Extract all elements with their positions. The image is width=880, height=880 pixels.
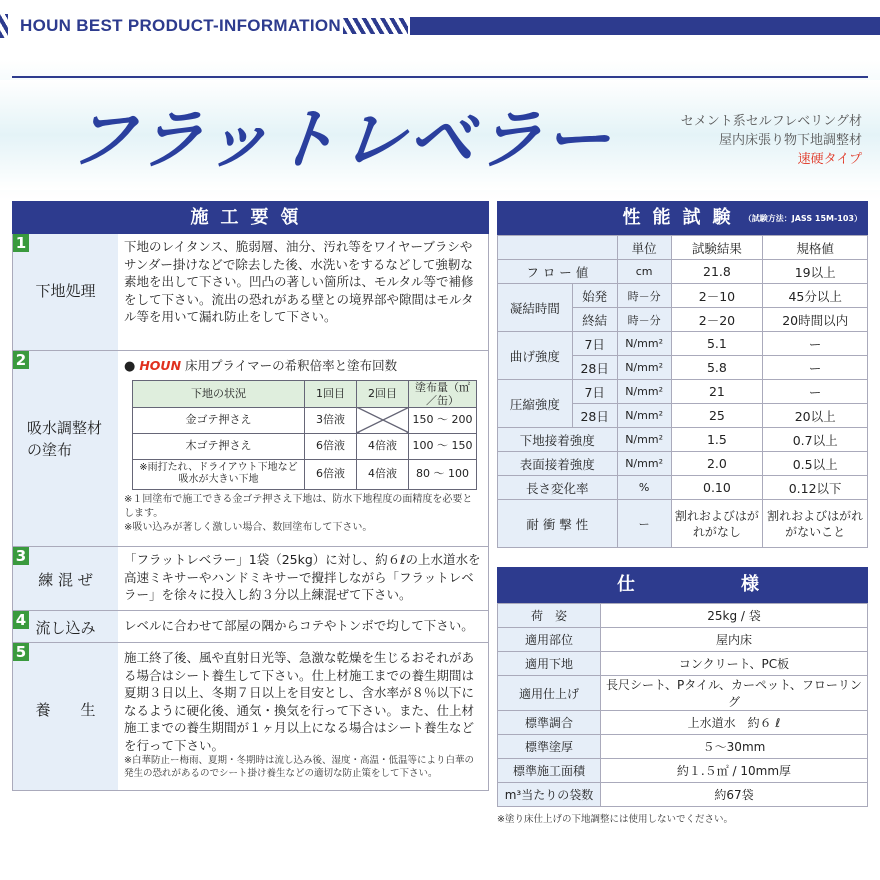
row-label: 下地接着強度 (498, 428, 618, 452)
row-result: 1.5 (671, 428, 763, 452)
table-row (498, 676, 868, 711)
table-row (498, 260, 868, 284)
step-text: レベルに合わせて部屋の隅からコテやトンボで均して下さい。 (124, 618, 474, 633)
table-row (498, 735, 868, 759)
row-label: 長さ変化率 (498, 476, 618, 500)
bullet-icon: ● (124, 359, 136, 374)
row-spec: ー (763, 356, 868, 380)
table-cell: 金ゴテ押さえ (133, 407, 305, 433)
row-sublabel: 終結 (572, 308, 617, 332)
spec-label: 荷 姿 (498, 604, 601, 628)
spec-note: ※塗り床仕上げの下地調整には使用しないでください。 (497, 814, 733, 825)
performance-title (497, 201, 868, 235)
table-header: 2回目 (357, 380, 409, 407)
table-header-blank (498, 236, 618, 260)
table-header: 下地の状況 (133, 380, 305, 407)
table-row (133, 407, 477, 433)
row-sublabel: 28日 (572, 404, 617, 428)
spec-label: 標準調合 (498, 711, 601, 735)
spec-title (497, 567, 868, 603)
row-unit: N/mm² (617, 428, 671, 452)
row-spec: 0.5以上 (763, 452, 868, 476)
row-unit: % (617, 476, 671, 500)
row-sublabel: 7日 (572, 332, 617, 356)
table-cell: ※雨打たれ、ドライアウト下地など吸水が大きい下地 (133, 459, 305, 489)
spec-label: 適用部位 (498, 628, 601, 652)
row-result: 21.8 (671, 260, 763, 284)
row-label: 曲げ強度 (498, 332, 573, 380)
step-name: 養 生 (35, 701, 96, 719)
row-unit: cm (617, 260, 671, 284)
spec-label: m³当たりの袋数 (498, 783, 601, 807)
table-row (498, 500, 868, 548)
table-row (498, 284, 868, 308)
header-line (410, 17, 880, 35)
step-text: 下地のレイタンス、脆弱層、油分、汚れ等をワイヤーブラシやサンダー掛けなどで除去した後、水洗いをするなどして強靭な素地を出して下さい。凹凸の著しい箇所は、モルタル等で補修をして下さい。流出の恐れがある壁との境界部や隙間はモルタル等を用いて漏れ防止をして下さい。 (124, 239, 474, 324)
stripe-decoration (0, 14, 8, 38)
row-label: 圧縮強度 (498, 380, 573, 428)
row-spec: 20以上 (763, 404, 868, 428)
row-label: フ ロ ー 値 (498, 260, 618, 284)
table-header-row (133, 380, 477, 407)
subtitle-line-1: セメント系セルフレベリング材 (680, 114, 862, 129)
spec-value: 約67袋 (601, 783, 868, 807)
spec-value: 25kg / 袋 (601, 604, 868, 628)
table-cell: 3倍液 (305, 407, 357, 433)
step-content (118, 351, 488, 546)
row-spec: 割れおよびはがれがないこと (763, 500, 868, 548)
table-row (498, 652, 868, 676)
row-unit: ー (617, 500, 671, 548)
spec-title-b: 様 (741, 574, 771, 595)
header-title: HOUN BEST PRODUCT-INFORMATION (20, 16, 341, 35)
step-label (13, 547, 118, 610)
table-cell-crossed (357, 407, 409, 433)
primer-lead (124, 357, 482, 376)
row-result: 2－20 (671, 308, 763, 332)
row-spec: 45分以上 (763, 284, 868, 308)
row-unit: 時－分 (617, 308, 671, 332)
step-1 (12, 234, 489, 351)
step-3 (12, 547, 489, 611)
spec-value: コンクリート、PC板 (601, 652, 868, 676)
performance-table (497, 235, 868, 548)
table-cell: 80 〜 100 (409, 459, 477, 489)
performance-panel (497, 201, 868, 548)
table-cell: 150 〜 200 (409, 407, 477, 433)
row-label: 耐 衝 撃 性 (498, 500, 618, 548)
row-spec: 0.7以上 (763, 428, 868, 452)
step-text: 「フラットレベラー」1袋（25kg）に対し、約６ℓの上水道水を高速ミキサーやハンドミキサーで攪拌しながら「フラットレベラー」を徐々に投入し約３分以上練混ぜて下さい。 (124, 552, 481, 602)
row-result: 0.10 (671, 476, 763, 500)
step-name: 下地処理 (35, 282, 96, 300)
step-label (13, 643, 118, 790)
step-content (118, 643, 488, 790)
step-number: 1 (13, 234, 29, 252)
step-number: 5 (13, 643, 29, 661)
step-name: 練 混 ぜ (38, 571, 93, 589)
row-unit: 時－分 (617, 284, 671, 308)
row-result: 25 (671, 404, 763, 428)
row-unit: N/mm² (617, 452, 671, 476)
table-row (498, 428, 868, 452)
step-number: 4 (13, 611, 29, 629)
spec-label: 適用下地 (498, 652, 601, 676)
row-unit: N/mm² (617, 404, 671, 428)
table-row (133, 433, 477, 459)
row-label: 凝結時間 (498, 284, 573, 332)
table-header: 試験結果 (671, 236, 763, 260)
step-label (13, 351, 118, 546)
table-header: 1回目 (305, 380, 357, 407)
header-bar (0, 0, 880, 44)
row-sublabel: 始発 (572, 284, 617, 308)
spec-table (497, 603, 868, 807)
row-sublabel: 28日 (572, 356, 617, 380)
step-note: ※１回塗布で施工できる金ゴテ押さえ下地は、防水下地程度の面精度を必要とします。 (124, 493, 473, 519)
row-result: 割れおよびはがれがなし (671, 500, 763, 548)
subtitle-line-3: 速硬タイプ (797, 152, 862, 167)
spec-value: 屋内床 (601, 628, 868, 652)
divider (12, 76, 868, 78)
spec-label: 標準塗厚 (498, 735, 601, 759)
row-unit: N/mm² (617, 380, 671, 404)
row-result: 5.8 (671, 356, 763, 380)
spec-title-a: 仕 (617, 574, 647, 595)
spec-panel (497, 567, 868, 825)
row-result: 5.1 (671, 332, 763, 356)
table-cell: 木ゴテ押さえ (133, 433, 305, 459)
step-number: 2 (13, 351, 29, 369)
row-unit: N/mm² (617, 332, 671, 356)
spec-value: 長尺シート、Pタイル、カーペット、フローリング (601, 676, 868, 711)
table-row (498, 380, 868, 404)
row-result: 21 (671, 380, 763, 404)
step-number: 3 (13, 547, 29, 565)
table-row (498, 711, 868, 735)
spec-value: 約１.５㎡ / 10mm厚 (601, 759, 868, 783)
step-label (13, 611, 118, 642)
row-spec: ー (763, 332, 868, 356)
table-header: 塗布量（㎡／缶） (409, 380, 477, 407)
table-cell: 100 〜 150 (409, 433, 477, 459)
procedure-title: 施工要領 (12, 201, 489, 234)
spec-value: ５〜30mm (601, 735, 868, 759)
product-title: フラットレベラー (65, 101, 617, 178)
performance-title-text: 性能試験 (622, 207, 743, 228)
row-spec: 20時間以内 (763, 308, 868, 332)
step-2 (12, 351, 489, 547)
step-note: ※吸い込みが著しく激しい場合、数回塗布して下さい。 (124, 521, 373, 533)
table-cell: 6倍液 (305, 459, 357, 489)
row-result: 2.0 (671, 452, 763, 476)
stripe-decoration (343, 18, 408, 34)
product-subtitle (681, 112, 862, 169)
row-spec: 19以上 (763, 260, 868, 284)
row-spec: ー (763, 380, 868, 404)
spec-label: 標準施工面積 (498, 759, 601, 783)
brand-logo: HOUN (139, 358, 182, 373)
step-name: 流し込み (35, 619, 96, 637)
dilution-table (132, 380, 477, 490)
primer-lead-text: 床用プライマーの希釈倍率と塗布回数 (185, 358, 398, 373)
procedure-panel (12, 201, 489, 791)
step-note: ※白華防止ー梅雨、夏期・冬期時は流し込み後、湿度・高温・低温等により白華の発生の恐れがあるのでシート掛け養生などの適切な防止策をして下さい。 (124, 755, 474, 779)
spec-value: 上水道水 約６ ℓ (601, 711, 868, 735)
table-header: 規格値 (763, 236, 868, 260)
spec-label: 適用仕上げ (498, 676, 601, 711)
table-cell: 6倍液 (305, 433, 357, 459)
table-row (498, 476, 868, 500)
table-header-row (498, 236, 868, 260)
row-unit: N/mm² (617, 356, 671, 380)
table-row (498, 759, 868, 783)
table-row (498, 452, 868, 476)
table-row (498, 628, 868, 652)
row-result: 2－10 (671, 284, 763, 308)
table-cell: 4倍液 (357, 459, 409, 489)
step-name: 吸水調整材の塗布 (27, 419, 103, 459)
row-label: 表面接着強度 (498, 452, 618, 476)
table-row (498, 332, 868, 356)
step-5 (12, 643, 489, 791)
subtitle-line-2: 屋内床張り物下地調整材 (718, 133, 862, 148)
table-row (133, 459, 477, 489)
step-text: 施工終了後、風や直射日光等、急激な乾燥を生じるおそれがある場合はシート養生して下さい。仕上材施工までの養生期間は夏期３日以上、冬期７日以上を目安とし、含水率が８％以下になるように硬化後、通気・換気を行って下さい。また、仕上材施工までの養生期間が１ヶ月以上になる場合はシート養生などを行って下さい。 (124, 650, 475, 753)
table-header: 単位 (617, 236, 671, 260)
row-sublabel: 7日 (572, 380, 617, 404)
row-spec: 0.12以下 (763, 476, 868, 500)
test-method: （試験方法：JASS 15M-103） (743, 214, 862, 223)
step-4 (12, 611, 489, 643)
table-cell: 4倍液 (357, 433, 409, 459)
step-label (13, 234, 118, 350)
table-row (498, 783, 868, 807)
table-row (498, 604, 868, 628)
